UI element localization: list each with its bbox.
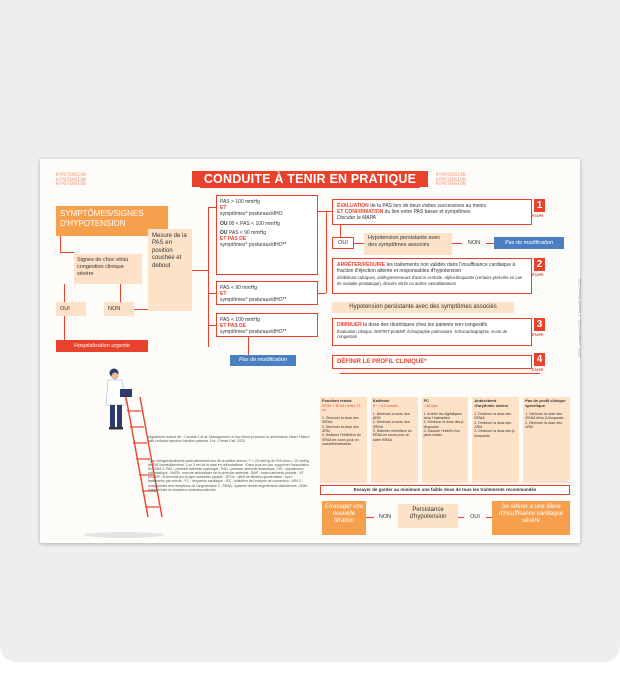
profile-column-arrhythmia: Antécédent d'arythmie sévère 1. Diminuer la dose des iSRAA 2. Diminuer la dose des ARM 3. Diminuer la dose des β-bloquants — [472, 397, 519, 483]
connector-line — [192, 270, 208, 271]
flowchart-poster — [40, 159, 580, 543]
answer-no-2: NON — [467, 240, 481, 246]
step-2-number: 2 — [534, 258, 545, 271]
step-3-number: 3 — [534, 318, 545, 331]
connector-line — [64, 284, 65, 302]
condition-box-3: PAS < 100 mmHg ET PAS DE symptômes* posturaux/dHO** — [216, 313, 318, 337]
connector-line — [354, 243, 364, 244]
connector-line — [208, 207, 216, 208]
condition-box-2: PAS < 90 mmHg ET symptômes* posturaux/dHO** — [216, 281, 318, 305]
profile-column-heart-rate: FC > 60 bpm 1. Arrêter les digitaliques et/ou l'ivabradine 2. Diminuer la dose des β-bloquants 3. Discuter l'intérêt d'un pace-maker — [422, 397, 469, 483]
connector-line — [340, 225, 341, 237]
shock-signs-box: Signes de choc et/ou congestion clinique sévère — [74, 254, 142, 284]
keep-low-dose-note: Essayer de garder au minimum une faible dose de tous les traitements recommandés — [320, 485, 570, 495]
connector-line — [134, 309, 148, 310]
no-change-right: Pas de modification — [494, 237, 564, 249]
refer-box: Se référer à une filière d'insuffisance cardiaque sévère — [492, 501, 570, 535]
decor-pattern-left: HYPOTENSION HYPOTENSION HYPOTENSION — [56, 172, 86, 187]
connector-line — [486, 243, 494, 244]
doctor-illustration — [56, 367, 180, 539]
connector-line — [318, 211, 332, 212]
step-3-box: DIMINUER la dose des diurétiques chez les patients non-congestifs Évaluation clinique, BNP/NT-proBNP, échographie pulmonaire, échocardiographie, score de congestion — [332, 318, 532, 346]
step-4-label: ÉTAPE — [532, 368, 544, 372]
profile-columns — [320, 397, 570, 483]
persistent-hypotension-2: Hypotension persistante avec des symptômes associés — [332, 302, 514, 313]
profile-column-potassium: Kaliémie K⁺ > 5,0 mmol/L 1. Diminuer la dose des ARM 2. Diminuer la dose des iSRAA 3. Switcher l'inhibiteur du SRAA en cours pour un autre iSRAA — [371, 397, 418, 483]
persistent-hypotension-1: Hypotension persistante avec des symptômes associés — [364, 233, 452, 255]
side-legal-note: 19539 - septembre 2020 - © Novartis Pharma SAS — [578, 279, 582, 358]
step-4-number: 4 — [534, 353, 545, 366]
connector-line — [340, 373, 540, 374]
no-change-left: Pas de modification — [230, 355, 296, 366]
profile-column-no-profile: Pas de profil clinique spécifique 1. Diminuer la dose des iSRAA et/ou β-bloquants 2. Diminuer la dose des ARM — [523, 397, 570, 483]
connector-line — [208, 207, 209, 347]
answer-no: NON — [104, 302, 134, 316]
connector-line — [318, 293, 326, 294]
page-title: CONDUITE À TENIR EN PRATIQUE — [200, 171, 420, 188]
step-2-label: ÉTAPE — [532, 273, 544, 277]
answer-yes-3: OUI — [470, 514, 480, 520]
connector-line — [60, 252, 74, 253]
answer-no-3: NON — [378, 514, 392, 520]
connector-line — [64, 316, 65, 340]
urgent-hospitalisation: Hospitalisation urgente — [56, 340, 148, 352]
measure-pas-box: Mesure de la PAS en position couchée et debout — [148, 229, 192, 311]
symptoms-box: SYMPTÔMES/SIGNES D'HYPOTENSION — [56, 206, 168, 236]
step-2-box: ARRÊTER/RÉDUIRE les traitements non validés dans l'insuffisance cardiaque à fraction d'éjection altérée et responsables d'hypotension Inhibiteurs calciques, antihypertenseurs d'action centrale, alpha-bloquants (certains prescrits en cas de maladie prostatique), dérivés nitrés ou autres vasodilatateurs — [332, 258, 532, 294]
step-1-box: ÉVALUATION de la PAS lors de deux visites successives au moins ET CONFIRMATION du lien entre PAS basse et symptômes Discuter la MAPA — [332, 199, 532, 225]
decor-pattern-right: HYPOTENSION HYPOTENSION HYPOTENSION — [436, 172, 466, 187]
connector-line — [208, 293, 216, 294]
connector-line — [366, 517, 374, 518]
answer-yes: OUI — [56, 302, 86, 316]
step-4-box: DÉFINIR LE PROFIL CLINIQUE* — [332, 355, 532, 369]
footnotes: * par Vertiges/lipothymie particulièrement lors de la station debout. ** > 20 mmHg de PAS et/ou > 10 mmHg de PAD immédiatement, 1 ou 3 mn de la mise en orthostatisme. *Dans tous les cas, supprimer l'association IEC/ARA 2. PAS : pression artérielle systolique ; PAD : pression artérielle diastolique ; HO : hypotension orthostatique ; MAPA : mesure ambulatoire de la pression artérielle ; BNP : brain natriuretic peptide ; NT-proBNP : N-terminal pro-B-type natriuretic peptide ; DFGe : débit de filtration glomérulaire ; bpm : battements par minute ; FC : fréquence cardiaque ; IEC : inhibiteur de l'enzyme de conversion ; ARA 2 : antagonistes des récepteurs de l'angiotensine 2 ; SRAA : système rénine-angiotensine-aldostérone ; ARM : antagonistes du récepteur minéralocorticoïde. — [148, 459, 310, 492]
connector-line — [60, 236, 61, 252]
connector-line — [208, 325, 216, 326]
step-1-label: ÉTAPE — [532, 214, 544, 218]
step-1-number: 1 — [534, 199, 545, 212]
source-citation: Algorithme traduit de : Cautela J et al. Management of low blood pressure in ambulatory Heart Failure with reduced ejection fraction patients. Eur J Heart Fail, 2020 — [148, 435, 310, 444]
titration-box: Envisager une nouvelle titration — [322, 501, 366, 535]
profile-column-renal: Fonction rénale DFGe < 30 mL/ min/1,73 m² 1. Diminuer la dose des iSRAA 2. Diminuer la dose des ARM 3. Switcher l'inhibiteur du SRAA en cours pour un sacubitril/valsartan — [320, 397, 367, 483]
connector-line — [452, 243, 462, 244]
answer-yes-2: OUI — [332, 237, 354, 249]
persistent-hypotension-3: Persistance d'hypotension — [398, 504, 458, 528]
connector-line — [248, 337, 249, 355]
connector-line — [326, 211, 327, 293]
connector-line — [120, 284, 121, 302]
step-3-label: ÉTAPE — [532, 333, 544, 337]
condition-box-1: PAS > 100 mmHg ET symptômes* posturaux/dHO OU 90 < PAS < 100 mmHg OU PAS < 90 mmHg ET PAS DE symptômes* posturaux/dHO** — [216, 195, 318, 275]
